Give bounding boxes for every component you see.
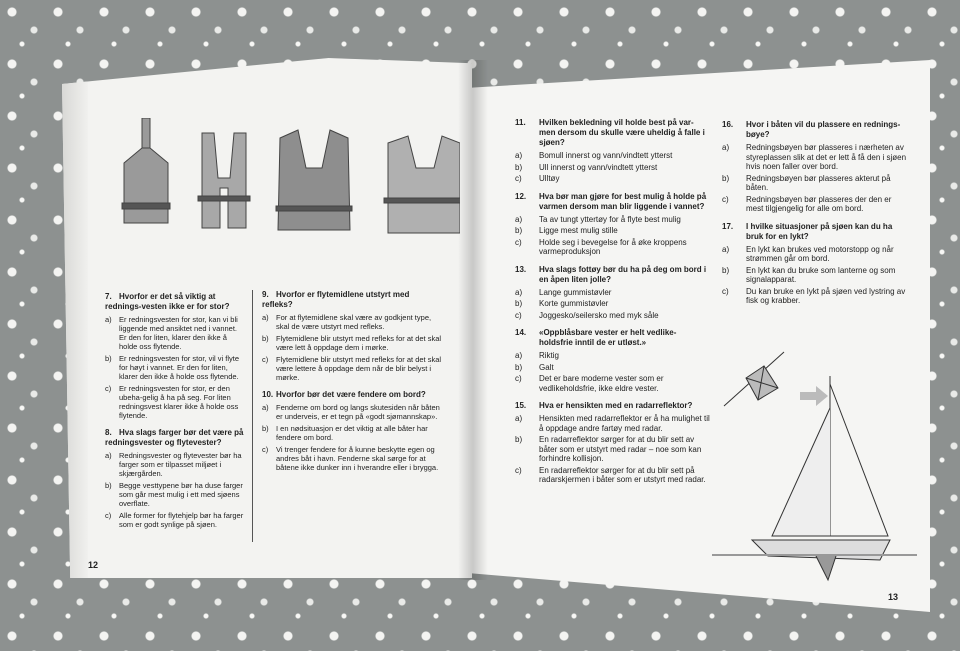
sailboat-radar-reflector-illustration [712,348,917,588]
answer-option: c) Det er bare moderne vester som er vedlikeholdsfrie, ikke eldre vester. [515,374,664,393]
answer-option: c) Redningsbøyen bør plasseres der den er mest tilgjengelig for alle om bord. [722,194,892,213]
answer-option: c) Ulltøy [515,174,560,183]
answer-option: c) En radarreflektor sørger for at du blir sett på radarskjermen i båter som er utstyrt med radar. [515,465,706,484]
question-text: Hva bør man gjøre for best mulig å holde på varmen dersom man blir liggende i vannet? [539,191,707,211]
answer-option: c) Er redningsvesten for stor, er den ubeha-gelig å ha på seg. For liten redningsvest klarer ikke å holde oss flytende. [105,384,239,420]
inflatable-life-vest [198,133,250,228]
page-number-right: 13 [888,592,899,602]
radar-reflector-icon [724,352,784,406]
column-divider [252,290,253,542]
question-number: 8. [105,428,112,437]
question-11 [515,118,710,184]
answer-option: c) Holde seg i bevegelse for å øke kroppens varmeproduksjon [515,237,687,256]
question-number: 15. [515,401,527,410]
question-number: 9. [262,290,269,299]
answer-option: a) Bomull innerst og vann/vindtett ytterst [515,151,673,160]
question-text: Hva slags farger bør det være på redningsvester og flytevester? [105,428,244,447]
question-16 [722,120,910,214]
left-column-2 [262,290,442,475]
answer-option: a) En lykt kan brukes ved motorstopp og når strømmen går om bord. [722,244,894,263]
question-text: Hva er hensikten med en radarreflektor? [539,401,693,410]
answer-option: b) Er redningsvesten for stor, vil vi flyte for høyt i vannet. Er den for liten, klarer den ikke å holde oss flytende. [105,354,240,381]
answer-option: c) Du kan bruke en lykt på sjøen ved lystring av fisk og krabber. [722,286,906,305]
right-column-2 [722,120,910,308]
question-text: Hvilken bekledning vil holde best på var-men dersom du skulle være uheldig å falle i sjøen? [539,118,705,147]
left-column-1 [105,292,245,532]
question-number: 11. [515,118,526,127]
answer-option: a) Redningsbøyen bør plasseres i nærheten av styreplassen slik at det er lett å få den i sjøen hvis noen faller over bord. [722,143,907,171]
answer-option: b) I en nødsituasjon er det viktig at alle båter har fendere om bord. [262,424,428,442]
answer-option: a) Ta av tungt yttertøy for å flyte best mulig [515,214,681,224]
question-number: 7. [105,292,112,301]
arrow-right-icon [800,386,828,406]
question-number: 13. [515,264,527,274]
question-7 [105,292,245,420]
question-text: «Oppblåsbare vester er helt vedlike-holdsfrie inntil de er utløst.» [539,328,677,347]
answer-option: a) Hensikten med radarreflektor er å ha mulighet til å oppdage andre fartøy med radar. [515,414,710,433]
question-text: Hva slags fottøy bør du ha på deg om bord i en åpen liten jolle? [539,264,707,284]
answer-option: b) Korte gummistøvler [515,299,609,308]
answer-option: c) Joggesko/seilersko med myk såle [515,310,659,320]
question-17 [722,222,910,306]
answer-option: a) Fenderne om bord og langs skutesiden når båten er underveis, er et tegn på «godt sjømannskap». [262,403,440,421]
book-gutter [458,60,488,580]
buoyancy-aid-vest [276,130,352,230]
page-number-left: 12 [88,560,99,570]
question-number: 12. [515,191,527,201]
question-text: I hvilke situasjoner på sjøen kan du ha bruk for en lykt? [746,221,893,241]
sailboat-icon [712,376,917,580]
question-number: 14. [515,328,527,337]
question-12 [515,192,710,257]
question-10 [262,390,442,472]
question-8 [105,428,245,529]
classic-life-jacket [122,118,170,223]
answer-option: c) Alle former for flytehjelp bør ha farger som er godt synlige på sjøen. [105,511,244,529]
answer-option: b) En radarreflektor sørger for at du blir sett av båter som er utstyrt med radar – noe som kan forhindre kollisjon. [515,435,702,463]
answer-option: b) Flytemidlene blir utstyrt med refleks for at det skal være lett å oppdage dem i mørke. [262,334,442,352]
answer-option: b) En lykt kan du bruke som lanterne og som signalapparat. [722,265,896,284]
answer-option: c) Flytemidlene blir utstyrt med refleks for at det skal være lettere å oppdage dem når de blir belyst i mørke. [262,355,442,382]
answer-option: b) Begge vesttypene bør ha duse farger som går mest mulig i ett med sjøens overflate. [105,481,243,508]
answer-option: a) Er redningsvesten for stor, kan vi bli liggende med ansiktet ned i vannet. Er den for liten, klarer den ikke å holde oss flytende. [105,315,238,351]
life-vest-illustrations [110,118,460,248]
right-column-1 [515,118,710,487]
answer-option: c) Vi trenger fendere for å kunne beskytte egen og andres båt i havn. Fenderne skal sørge for at båtene ikke dunker inn i hverandre eller i brygga. [262,445,439,472]
question-text: Hvorfor bør det være fendere om bord? [276,390,426,399]
foam-life-vest [384,136,460,233]
answer-option: a) Redningsvester og flytevester bør ha farger som er tilpasset miljøet i skjærgården. [105,451,242,478]
question-text: Hvorfor er det så viktig at rednings-vesten ikke er for stor? [105,292,230,311]
answer-option: a) For at flytemidlene skal være av godkjent type, skal de være utstyrt med refleks. [262,313,432,331]
question-number: 16. [722,120,734,129]
answer-option: b) Ligge mest mulig stille [515,226,618,235]
question-text: Hvorfor er flytemidlene utstyrt med refleks? [262,290,410,309]
answer-option: a) Lange gummistøvler [515,287,612,297]
answer-option: b) Galt [515,362,554,372]
question-14 [515,328,710,393]
question-15 [515,401,710,485]
question-number: 17. [722,221,734,231]
answer-option: b) Ull innerst og vann/vindtett ytterst [515,162,658,172]
answer-option: a) Riktig [515,351,560,360]
question-number: 10. [262,390,274,399]
question-text: Hvor i båten vil du plassere en rednings-bøye? [746,120,901,139]
question-13 [515,265,710,321]
page-edge [62,58,88,578]
answer-option: b) Redningsbøyen bør plasseres akterut på båten. [722,173,891,192]
question-9 [262,290,442,382]
